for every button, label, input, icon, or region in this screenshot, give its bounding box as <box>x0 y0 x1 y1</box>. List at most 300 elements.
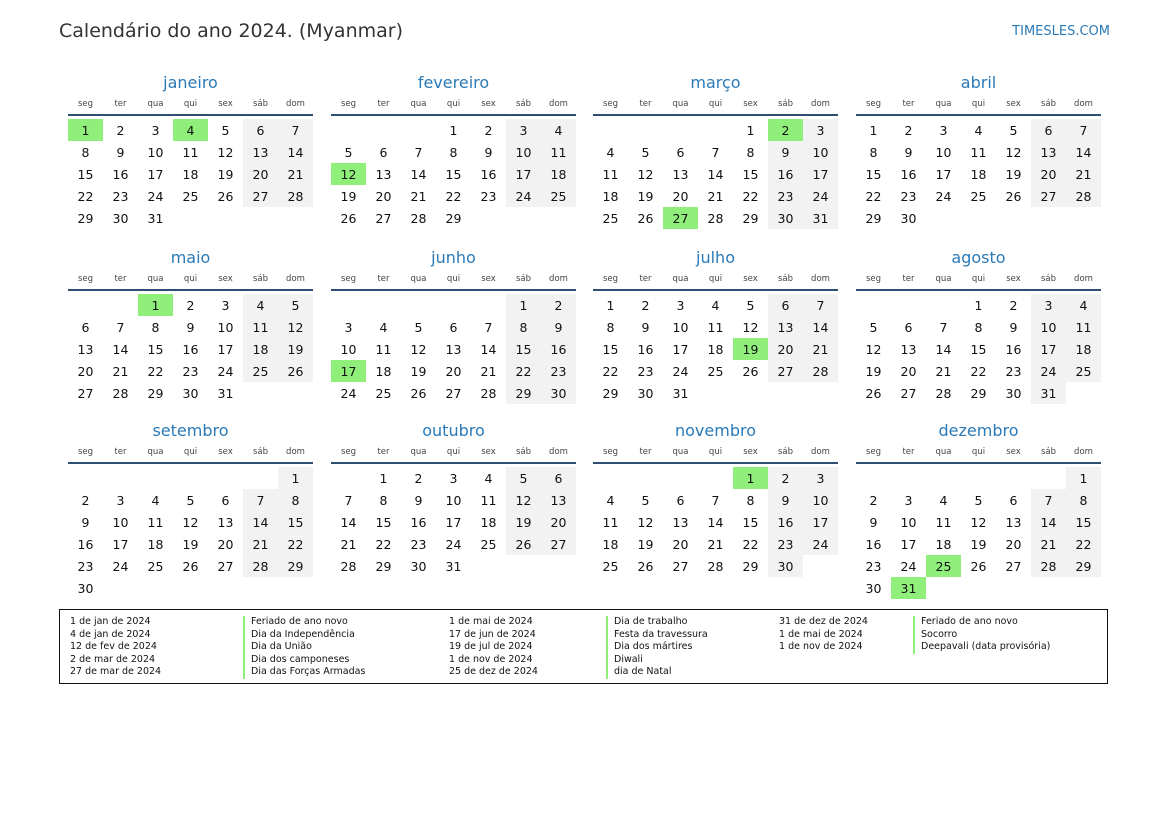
day-cell: 24 <box>900 558 917 574</box>
day-cell: 13 <box>1031 141 1066 163</box>
day-cell: 6 <box>904 319 913 335</box>
weekday-label: sáb <box>252 274 269 284</box>
weekday-label: sex <box>481 447 496 457</box>
legend-date: 1 de jan de 2024 <box>70 616 151 627</box>
day-cell: 28 <box>1031 555 1066 577</box>
weekday-label: qua <box>410 99 427 109</box>
day-cell: 5 <box>641 492 650 508</box>
empty-cell <box>331 467 366 489</box>
weekday-label: dom <box>1074 99 1093 109</box>
day-cell: 31 <box>672 385 689 401</box>
day-cell: 25 <box>182 188 199 204</box>
day-cell: 3 <box>449 470 458 486</box>
day-cell: 22 <box>865 188 882 204</box>
weekday-label: sex <box>218 447 233 457</box>
day-cell: 2 <box>869 492 878 508</box>
day-cell: 17 <box>1031 338 1066 360</box>
day-cell: 3 <box>1031 294 1066 316</box>
day-cell: 6 <box>1031 119 1066 141</box>
day-cell: 26 <box>742 363 759 379</box>
day-cell: 19 <box>410 363 427 379</box>
day-cell: 2 <box>541 294 576 316</box>
day-cell: 8 <box>974 319 983 335</box>
day-cell: 31 <box>147 210 164 226</box>
month-name: janeiro <box>163 73 218 92</box>
day-cell: 18 <box>375 363 392 379</box>
day-cell: 8 <box>81 144 90 160</box>
day-cell: 27 <box>672 558 689 574</box>
day-cell: 15 <box>506 338 541 360</box>
day-cell: 15 <box>742 166 759 182</box>
day-grid <box>68 294 313 404</box>
day-cell: 15 <box>742 514 759 530</box>
weekday-label: qua <box>410 274 427 284</box>
day-cell: 25 <box>541 185 576 207</box>
day-cell: 12 <box>742 319 759 335</box>
month-setembro <box>68 423 313 599</box>
day-cell: 4 <box>939 492 948 508</box>
day-cell: 30 <box>637 385 654 401</box>
day-cell: 13 <box>900 341 917 357</box>
weekday-header <box>68 442 313 464</box>
day-cell: 5 <box>869 319 878 335</box>
day-cell: 1 <box>869 122 878 138</box>
holiday-day-cell: 27 <box>663 207 698 229</box>
month-maio <box>68 250 313 404</box>
day-cell: 22 <box>278 533 313 555</box>
day-cell: 22 <box>147 363 164 379</box>
day-cell: 20 <box>672 536 689 552</box>
weekday-label: sáb <box>1040 274 1057 284</box>
day-cell: 26 <box>410 385 427 401</box>
day-cell: 28 <box>803 360 838 382</box>
weekday-label: ter <box>114 447 127 457</box>
legend-holiday-name: Dia de trabalho <box>606 616 708 629</box>
weekday-label: ter <box>377 99 390 109</box>
day-cell: 15 <box>602 341 619 357</box>
day-cell: 8 <box>746 492 755 508</box>
legend-names-col-1 <box>243 616 365 679</box>
weekday-label: sáb <box>1040 447 1057 457</box>
day-cell: 9 <box>116 144 125 160</box>
day-cell: 15 <box>1066 511 1101 533</box>
day-cell: 1 <box>1066 467 1101 489</box>
day-cell: 8 <box>606 319 615 335</box>
day-cell: 3 <box>803 119 838 141</box>
weekday-label: qua <box>672 447 689 457</box>
weekday-label: qui <box>446 99 461 109</box>
day-cell: 5 <box>641 144 650 160</box>
day-cell: 2 <box>116 122 125 138</box>
day-cell: 18 <box>602 188 619 204</box>
day-grid <box>593 294 838 404</box>
weekday-label: ter <box>639 99 652 109</box>
day-cell: 17 <box>900 536 917 552</box>
empty-cell <box>663 467 698 489</box>
day-cell: 28 <box>935 385 952 401</box>
weekday-label: sex <box>743 99 758 109</box>
weekday-label: qua <box>147 274 164 284</box>
day-cell: 7 <box>116 319 125 335</box>
day-cell: 25 <box>375 385 392 401</box>
legend-date: 4 de jan de 2024 <box>70 628 151 640</box>
day-cell: 10 <box>217 319 234 335</box>
day-cell: 30 <box>768 207 803 229</box>
day-cell: 4 <box>711 297 720 313</box>
day-cell: 16 <box>865 536 882 552</box>
day-cell: 9 <box>541 316 576 338</box>
day-cell: 5 <box>746 297 755 313</box>
day-cell: 8 <box>379 492 388 508</box>
day-cell: 3 <box>344 319 353 335</box>
weekday-label: qua <box>147 447 164 457</box>
day-cell: 4 <box>1066 294 1101 316</box>
day-cell: 10 <box>803 489 838 511</box>
empty-cell <box>401 119 436 141</box>
day-grid <box>593 467 838 577</box>
day-cell: 13 <box>77 341 94 357</box>
day-cell: 12 <box>637 166 654 182</box>
month-dezembro <box>856 423 1101 599</box>
weekday-header <box>856 94 1101 116</box>
day-cell: 28 <box>243 555 278 577</box>
month-outubro <box>331 423 576 577</box>
legend-holiday-name: Dia da União <box>243 641 365 654</box>
day-cell: 23 <box>865 558 882 574</box>
day-cell: 26 <box>340 210 357 226</box>
day-cell: 1 <box>974 297 983 313</box>
month-name: fevereiro <box>417 73 490 92</box>
day-cell: 17 <box>803 163 838 185</box>
day-cell: 29 <box>445 210 462 226</box>
legend-holiday-name: Diwali <box>606 654 708 667</box>
holiday-day-cell: 1 <box>68 119 103 141</box>
day-cell: 19 <box>637 536 654 552</box>
day-cell: 17 <box>935 166 952 182</box>
day-cell: 16 <box>1005 341 1022 357</box>
empty-cell <box>366 294 401 316</box>
weekday-label: dom <box>811 99 830 109</box>
day-cell: 30 <box>77 580 94 596</box>
day-cell: 23 <box>77 558 94 574</box>
day-cell: 1 <box>379 470 388 486</box>
day-cell: 29 <box>602 385 619 401</box>
day-cell: 19 <box>637 188 654 204</box>
day-cell: 16 <box>541 338 576 360</box>
day-cell: 4 <box>606 492 615 508</box>
day-cell: 4 <box>541 119 576 141</box>
day-cell: 3 <box>506 119 541 141</box>
weekday-label: ter <box>902 274 915 284</box>
day-cell: 19 <box>182 536 199 552</box>
holiday-day-cell: 17 <box>331 360 366 382</box>
weekday-label: qui <box>446 447 461 457</box>
day-cell: 21 <box>243 533 278 555</box>
day-cell: 15 <box>865 166 882 182</box>
day-cell: 16 <box>768 511 803 533</box>
weekday-label: seg <box>340 99 357 109</box>
day-cell: 9 <box>484 144 493 160</box>
day-grid <box>593 119 838 229</box>
day-cell: 13 <box>672 514 689 530</box>
day-cell: 22 <box>742 188 759 204</box>
day-cell: 23 <box>1005 363 1022 379</box>
day-cell: 2 <box>186 297 195 313</box>
day-cell: 5 <box>506 467 541 489</box>
day-cell: 30 <box>410 558 427 574</box>
day-cell: 16 <box>480 166 497 182</box>
legend-date: 25 de dez de 2024 <box>449 666 538 677</box>
day-cell: 30 <box>900 210 917 226</box>
weekday-label: ter <box>902 447 915 457</box>
holiday-day-cell: 4 <box>173 119 208 141</box>
empty-cell <box>68 467 103 489</box>
day-cell: 13 <box>375 166 392 182</box>
day-cell: 30 <box>865 580 882 596</box>
day-cell: 19 <box>1005 166 1022 182</box>
legend-holiday-name: Dia dos mártires <box>606 641 708 654</box>
day-cell: 24 <box>340 385 357 401</box>
day-cell: 3 <box>939 122 948 138</box>
month-janeiro <box>68 75 313 229</box>
weekday-header <box>593 269 838 291</box>
empty-cell <box>856 294 891 316</box>
day-cell: 20 <box>768 338 803 360</box>
weekday-label: dom <box>286 447 305 457</box>
day-cell: 9 <box>869 514 878 530</box>
empty-cell <box>68 294 103 316</box>
day-cell: 30 <box>541 382 576 404</box>
day-cell: 14 <box>410 166 427 182</box>
site-link[interactable]: TIMESLES.COM <box>1012 24 1110 39</box>
day-cell: 14 <box>707 514 724 530</box>
weekday-label: seg <box>865 274 882 284</box>
day-cell: 19 <box>865 363 882 379</box>
legend-holiday-name: Dia dos camponeses <box>243 654 365 667</box>
day-cell: 12 <box>970 514 987 530</box>
holiday-day-cell: 1 <box>138 294 173 316</box>
weekday-label: sáb <box>777 99 794 109</box>
day-cell: 29 <box>375 558 392 574</box>
holiday-day-cell: 2 <box>768 119 803 141</box>
day-cell: 20 <box>1005 536 1022 552</box>
day-cell: 15 <box>147 341 164 357</box>
day-cell: 20 <box>375 188 392 204</box>
month-agosto <box>856 250 1101 404</box>
day-cell: 25 <box>602 558 619 574</box>
legend-date: 1 de mai de 2024 <box>779 628 863 640</box>
weekday-label: qui <box>971 447 986 457</box>
month-name: setembro <box>152 421 229 440</box>
weekday-label: sex <box>481 274 496 284</box>
day-cell: 27 <box>1031 185 1066 207</box>
weekday-label: qua <box>147 99 164 109</box>
weekday-label: dom <box>549 99 568 109</box>
day-cell: 9 <box>768 489 803 511</box>
day-cell: 8 <box>1066 489 1101 511</box>
day-cell: 7 <box>711 492 720 508</box>
day-cell: 6 <box>449 319 458 335</box>
day-cell: 19 <box>506 511 541 533</box>
month-novembro <box>593 423 838 577</box>
day-cell: 11 <box>541 141 576 163</box>
day-cell: 7 <box>243 489 278 511</box>
day-cell: 2 <box>904 122 913 138</box>
holiday-day-cell: 1 <box>733 467 768 489</box>
day-cell: 12 <box>278 316 313 338</box>
day-cell: 27 <box>375 210 392 226</box>
day-cell: 7 <box>1031 489 1066 511</box>
month-name: junho <box>431 248 476 267</box>
day-cell: 29 <box>970 385 987 401</box>
weekday-label: dom <box>286 274 305 284</box>
weekday-header <box>593 442 838 464</box>
day-cell: 29 <box>1066 555 1101 577</box>
day-cell: 20 <box>217 536 234 552</box>
day-cell: 30 <box>1005 385 1022 401</box>
weekday-label: seg <box>865 447 882 457</box>
day-cell: 11 <box>182 144 199 160</box>
weekday-label: ter <box>639 274 652 284</box>
day-cell: 5 <box>344 144 353 160</box>
day-cell: 24 <box>803 185 838 207</box>
day-cell: 19 <box>278 338 313 360</box>
day-cell: 22 <box>445 188 462 204</box>
month-name: novembro <box>675 421 756 440</box>
weekday-label: sex <box>743 274 758 284</box>
day-cell: 4 <box>151 492 160 508</box>
day-cell: 27 <box>77 385 94 401</box>
day-cell: 11 <box>602 514 619 530</box>
empty-cell <box>891 294 926 316</box>
day-cell: 8 <box>869 144 878 160</box>
day-cell: 9 <box>1009 319 1018 335</box>
day-cell: 31 <box>445 558 462 574</box>
empty-cell <box>926 467 961 489</box>
month-junho <box>331 250 576 404</box>
day-cell: 13 <box>243 141 278 163</box>
weekday-label: qua <box>935 99 952 109</box>
day-cell: 23 <box>900 188 917 204</box>
day-cell: 24 <box>147 188 164 204</box>
day-grid <box>856 467 1101 599</box>
day-cell: 10 <box>506 141 541 163</box>
weekday-label: seg <box>865 99 882 109</box>
day-cell: 28 <box>112 385 129 401</box>
day-cell: 17 <box>217 341 234 357</box>
day-cell: 23 <box>480 188 497 204</box>
holiday-day-cell: 19 <box>733 338 768 360</box>
month-name: julho <box>696 248 735 267</box>
day-cell: 27 <box>243 185 278 207</box>
day-cell: 15 <box>278 511 313 533</box>
empty-cell <box>593 467 628 489</box>
day-cell: 21 <box>935 363 952 379</box>
day-cell: 14 <box>112 341 129 357</box>
day-cell: 18 <box>541 163 576 185</box>
month-name: agosto <box>951 248 1006 267</box>
weekday-header <box>331 442 576 464</box>
weekday-label: seg <box>340 447 357 457</box>
day-cell: 27 <box>217 558 234 574</box>
day-cell: 11 <box>935 514 952 530</box>
weekday-label: sex <box>1006 447 1021 457</box>
legend-dates-col-2 <box>449 616 538 679</box>
day-cell: 15 <box>445 166 462 182</box>
weekday-label: dom <box>1074 274 1093 284</box>
weekday-label: sex <box>743 447 758 457</box>
day-cell: 16 <box>77 536 94 552</box>
weekday-label: ter <box>639 447 652 457</box>
day-cell: 29 <box>147 385 164 401</box>
weekday-label: qua <box>935 447 952 457</box>
day-cell: 18 <box>182 166 199 182</box>
day-cell: 10 <box>803 141 838 163</box>
day-cell: 20 <box>1031 163 1066 185</box>
day-cell: 16 <box>410 514 427 530</box>
month-name: abril <box>960 73 997 92</box>
weekday-label: qui <box>971 99 986 109</box>
day-cell: 2 <box>414 470 423 486</box>
empty-cell <box>856 467 891 489</box>
weekday-header <box>331 94 576 116</box>
weekday-label: qua <box>672 274 689 284</box>
day-cell: 20 <box>445 363 462 379</box>
day-cell: 22 <box>1066 533 1101 555</box>
day-cell: 28 <box>707 210 724 226</box>
legend-holiday-name: Feriado de ano novo <box>243 616 365 629</box>
day-cell: 18 <box>243 338 278 360</box>
weekday-header <box>68 269 313 291</box>
day-cell: 28 <box>340 558 357 574</box>
day-cell: 11 <box>147 514 164 530</box>
empty-cell <box>698 119 733 141</box>
empty-cell <box>138 467 173 489</box>
day-cell: 4 <box>484 470 493 486</box>
day-grid <box>331 119 576 229</box>
day-cell: 27 <box>768 360 803 382</box>
day-cell: 17 <box>803 511 838 533</box>
empty-cell <box>401 294 436 316</box>
day-cell: 5 <box>414 319 423 335</box>
day-cell: 10 <box>340 341 357 357</box>
day-cell: 26 <box>637 558 654 574</box>
day-cell: 9 <box>641 319 650 335</box>
day-cell: 15 <box>970 341 987 357</box>
day-cell: 14 <box>1066 141 1101 163</box>
day-cell: 5 <box>1009 122 1018 138</box>
day-cell: 23 <box>637 363 654 379</box>
legend-date: 1 de nov de 2024 <box>779 641 863 652</box>
day-cell: 18 <box>480 514 497 530</box>
day-cell: 11 <box>602 166 619 182</box>
weekday-label: sex <box>481 99 496 109</box>
day-cell: 24 <box>672 363 689 379</box>
day-cell: 21 <box>1066 163 1101 185</box>
legend-dates-col-1 <box>70 616 161 679</box>
day-cell: 23 <box>768 533 803 555</box>
day-cell: 7 <box>939 319 948 335</box>
day-cell: 7 <box>711 144 720 160</box>
day-cell: 6 <box>221 492 230 508</box>
empty-cell <box>628 467 663 489</box>
empty-cell <box>996 467 1031 489</box>
day-cell: 16 <box>768 163 803 185</box>
day-cell: 25 <box>147 558 164 574</box>
day-cell: 24 <box>803 533 838 555</box>
day-cell: 6 <box>1009 492 1018 508</box>
day-cell: 16 <box>637 341 654 357</box>
